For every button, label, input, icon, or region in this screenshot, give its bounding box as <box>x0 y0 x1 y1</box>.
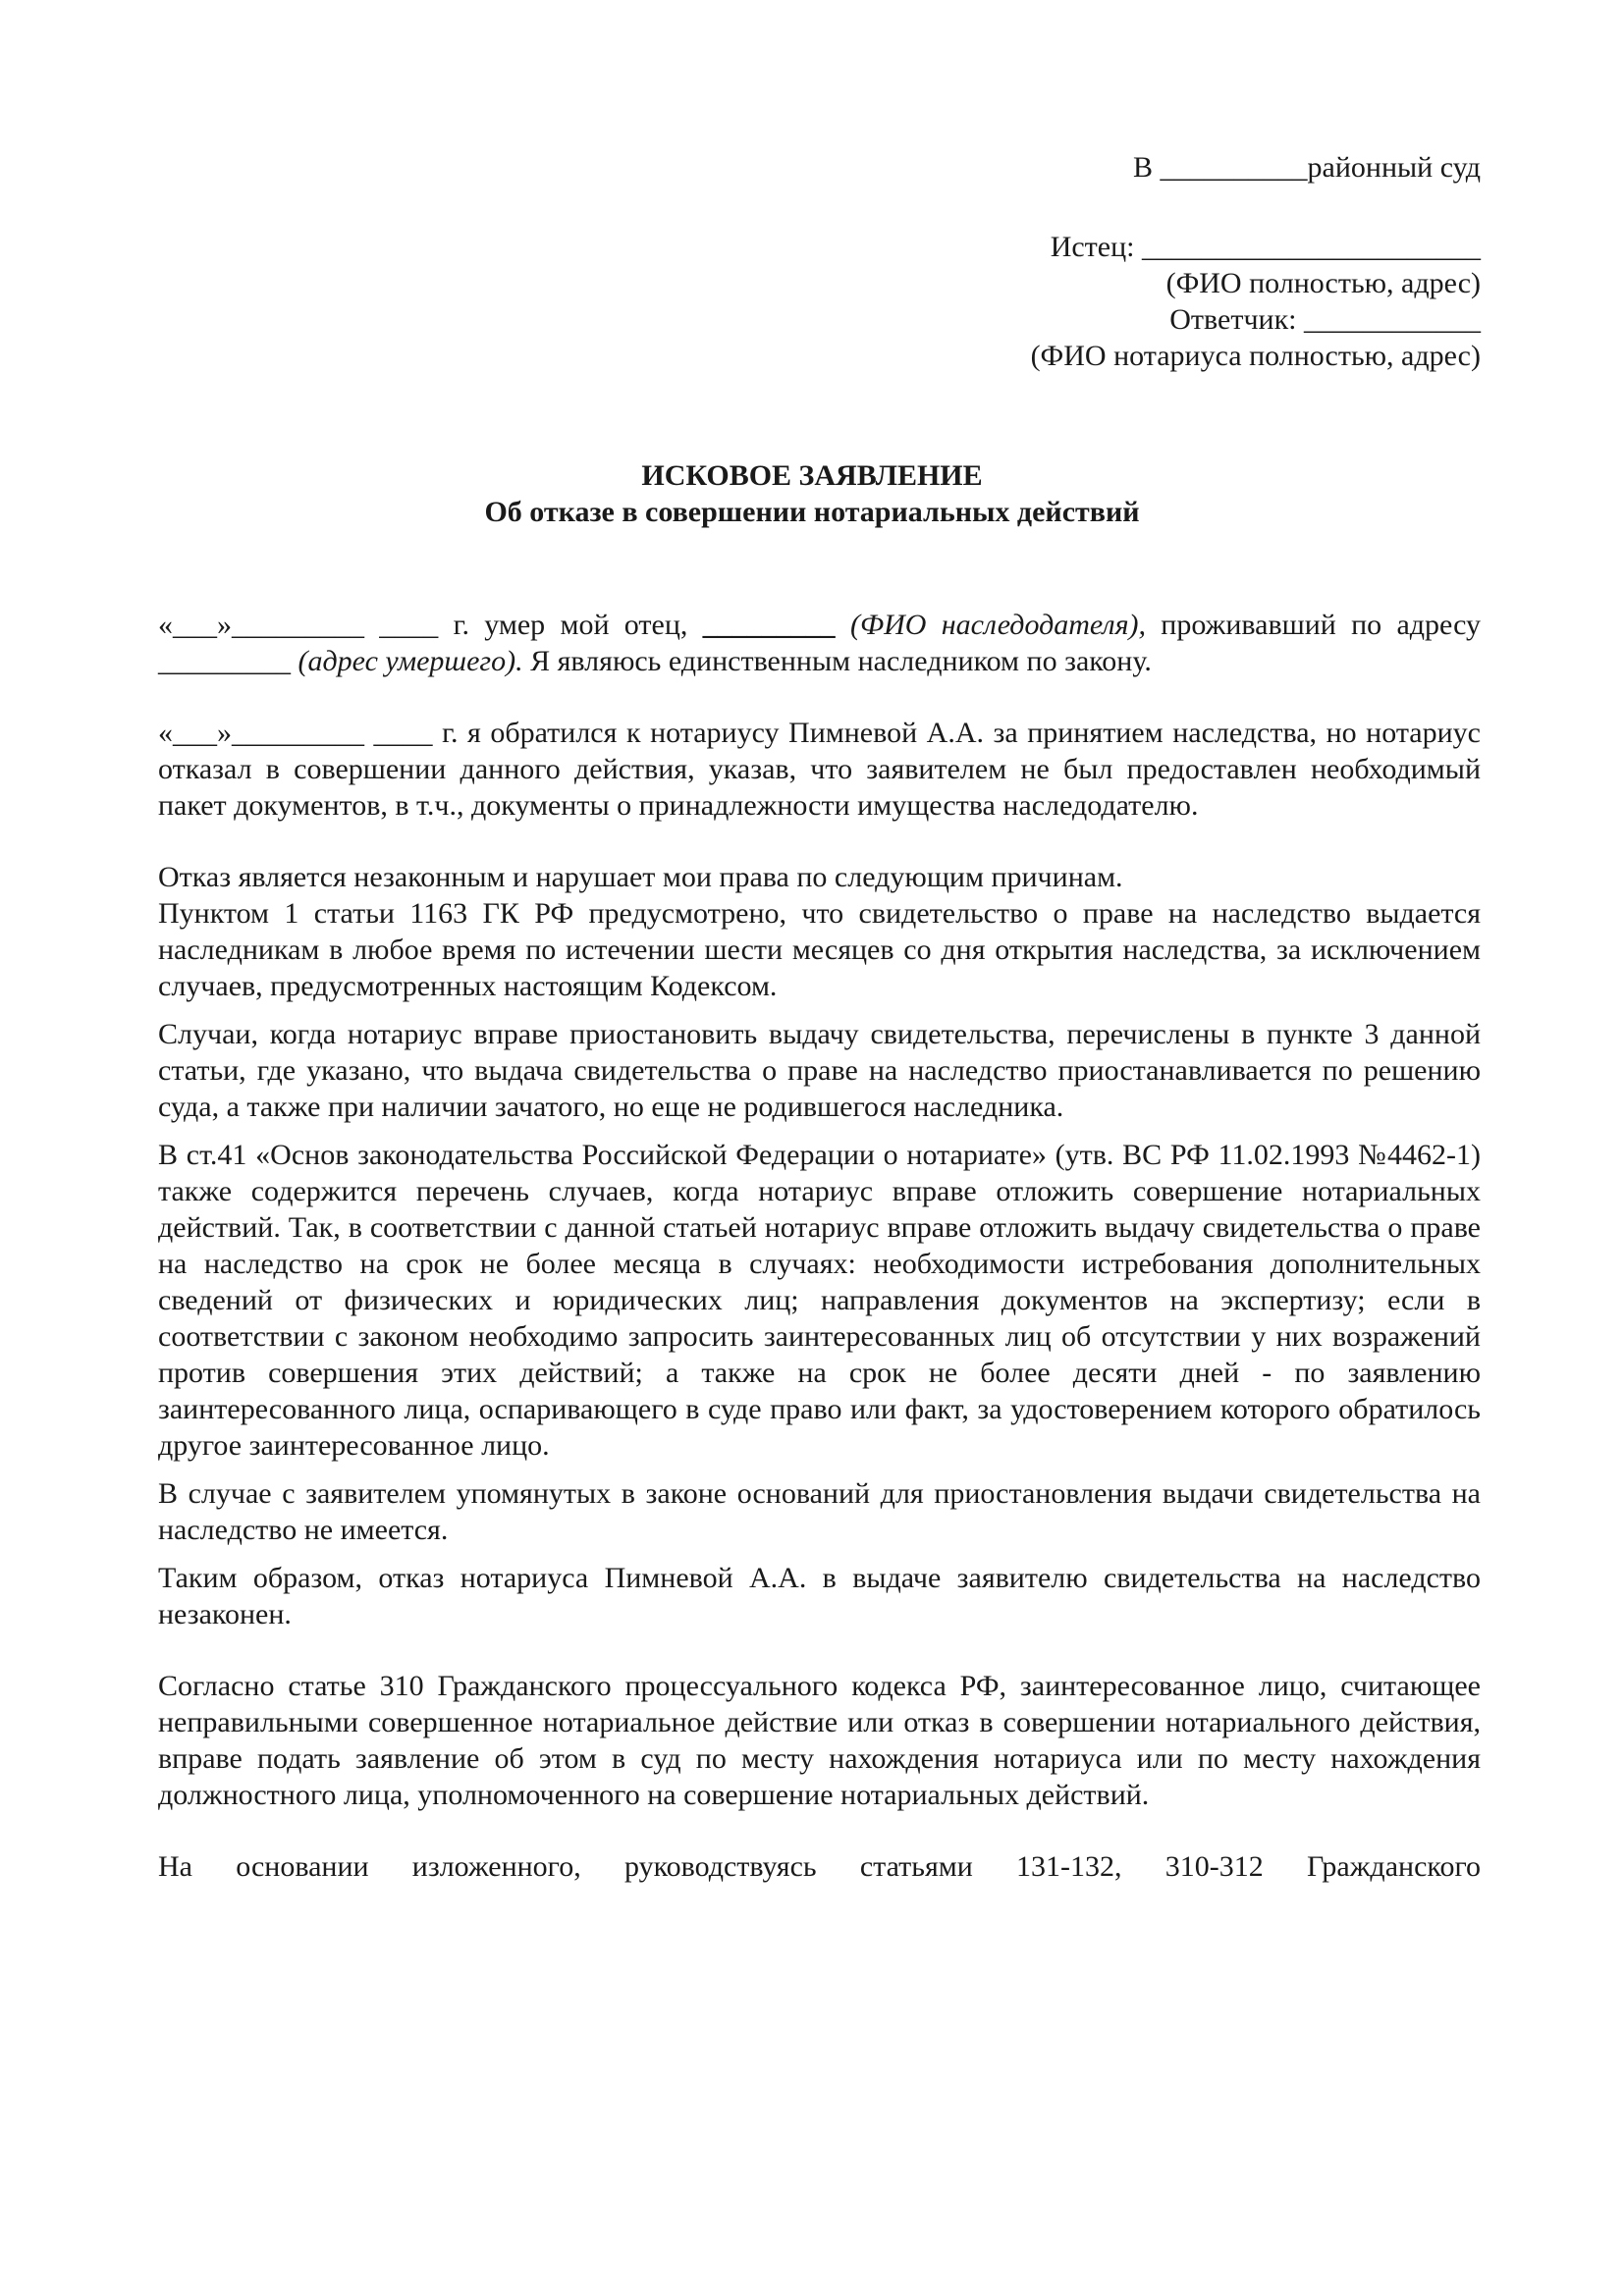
court-name-blank: __________ <box>1160 151 1308 184</box>
paragraph-4: Пунктом 1 статьи 1163 ГК РФ предусмотрено, что свидетельство о праве на наследство выдается наследникам в любое время по истечении шести месяцев со дня открытия наследства, за исключением случаев, предусмотренных настоящим Кодексом. <box>158 897 1481 1002</box>
addressee-block <box>1031 149 1481 374</box>
paragraph-7: В случае с заявителем упомянутых в законе оснований для приостановления выдачи свидетельства на наследство не имеется. <box>158 1477 1481 1546</box>
paragraph-5: Случаи, когда нотариус вправе приостановить выдачу свидетельства, перечислены в пункте 3 данной статьи, где указано, что выдача свидетельства о праве на наследство приостанавливается по решению суда, а также при наличии зачатого, но еще не родившегося наследника. <box>158 1018 1481 1123</box>
document-body <box>158 607 1481 1896</box>
paragraph-8: Таким образом, отказ нотариуса Пимневой А.А. в выдаче заявителю свидетельства на наследство незаконен. <box>158 1562 1481 1630</box>
paragraph-9: Согласно статье 310 Гражданского процессуального кодекса РФ, заинтересованное лицо, считающее неправильными совершенное нотариальное действие или отказ в совершении нотариального действия, вправе подать заявление об этом в суд по месту нахождения нотариуса или по месту нахождения должностного лица, уполномоченного на совершение нотариальных действий. <box>158 1670 1481 1811</box>
defendant-line: Ответчик: ____________ <box>1169 303 1481 336</box>
defendant-blank: ____________ <box>1304 303 1481 336</box>
paragraph-10: На основании изложенного, руководствуясь статьями 131-132, 310-312 Гражданского <box>158 1850 1481 1883</box>
paragraph-1: «___»_________ ____ г. умер мой отец, _________ (ФИО наследодателя), проживавший по адресу _________ (адрес умершего). Я являюсь единственным наследником по закону. <box>158 609 1482 677</box>
paragraph-3: Отказ является незаконным и нарушает мои права по следующим причинам. <box>158 861 1123 893</box>
document-title <box>0 457 1624 530</box>
plaintiff-blank: _______________________ <box>1142 231 1481 263</box>
court-line: В __________районный суд <box>1133 151 1481 184</box>
plaintiff-note: (ФИО полностью, адрес) <box>1165 267 1481 299</box>
defendant-note: (ФИО нотариуса полностью, адрес) <box>1030 340 1481 372</box>
paragraph-2: «___»_________ ____ г. я обратился к нотариусу Пимневой А.А. за принятием наследства, но нотариус отказал в совершении данного действия, указав, что заявителем не был предоставлен необходимый пакет документов, в т.ч., документы о принадлежности имущества наследодателю. <box>158 717 1481 822</box>
title-sub: Об отказе в совершении нотариальных действий <box>484 496 1140 528</box>
paragraph-6: В ст.41 «Основ законодательства Российской Федерации о нотариате» (утв. ВС РФ 11.02.1993 №4462-1) также содержится перечень случаев, когда нотариус вправе отложить совершение нотариальных действий. Так, в соответствии с данной статьей нотариус вправе отложить выдачу свидетельства о праве на наследство на срок не более месяца в случаях: необходимости истребования дополнительных сведений от физических и юридических лиц; направления документов на экспертизу; если в соответствии с законом необходимо запросить заинтересованных лиц об отсутствии у них возражений против совершения этих действий; а также на срок не более десяти дней - по заявлению заинтересованного лица, оспаривающего в суде право или факт, за удостоверением которого обратилось другое заинтересованное лицо. <box>158 1139 1481 1462</box>
plaintiff-line: Истец: _______________________ <box>1050 231 1481 263</box>
title-main: ИСКОВОЕ ЗАЯВЛЕНИЕ <box>641 459 983 492</box>
